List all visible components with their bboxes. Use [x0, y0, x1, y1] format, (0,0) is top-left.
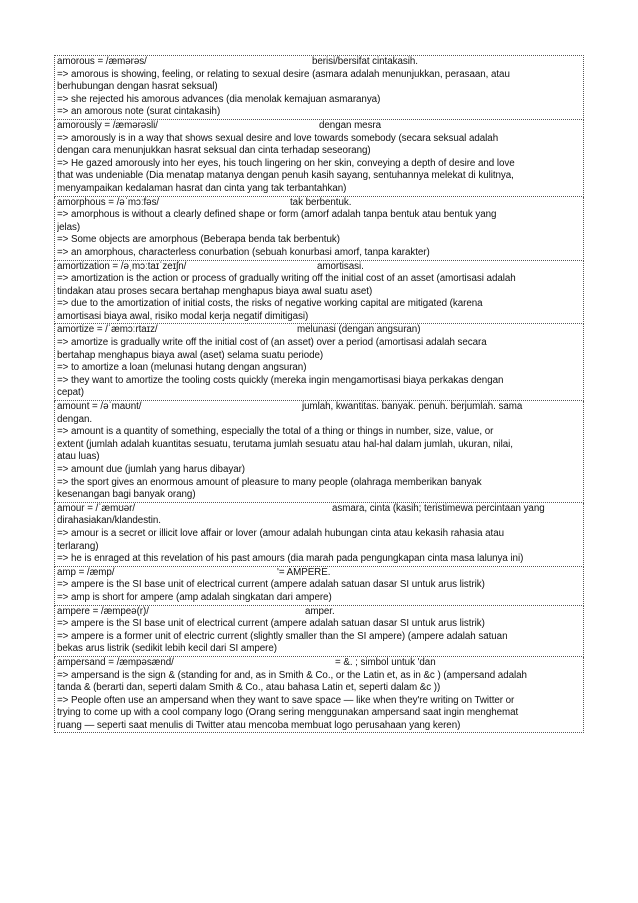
entry-translation: melunasi (dengan angsuran)	[297, 324, 421, 336]
entry-line: extent (jumlah adalah kuantitas sesuatu, terutama jumlah sesuatu atau hal-hal dalam jumlah, ukuran, nilai,	[57, 438, 513, 450]
dictionary-entry	[54, 567, 584, 606]
dictionary-entry	[54, 324, 584, 401]
entry-line: => ampere is a former unit of electric current (slightly smaller than the SI ampere) (ampere adalah satuan	[57, 630, 508, 642]
entry-line: dengan cara menunjukkan hasrat seksual dan cinta terhadap seseorang)	[57, 145, 371, 157]
entry-line: bekas arus listrik (sedikit lebih kecil dari SI ampere)	[57, 643, 277, 655]
entry-line: => People often use an ampersand when they want to save space — like when they're writing on Twitter or	[57, 694, 515, 706]
entry-translation: amper.	[305, 605, 335, 617]
entry-header	[57, 401, 581, 414]
entry-headword: ampere = /æmpeə(r)/	[57, 605, 149, 617]
dictionary-entry	[54, 503, 584, 567]
entry-line: => amp is short for ampere (amp adalah singkatan dari ampere)	[57, 591, 332, 603]
entry-line: bertahap menghapus biaya awal (aset) selama suatu periode)	[57, 349, 324, 361]
entry-line: => amortization is the action or process of gradually writing off the initial cost of an asset (amortisasi adalah	[57, 273, 516, 285]
entry-translation: '= AMPERE.	[277, 566, 331, 578]
entry-line: => she rejected his amorous advances (dia menolak kemajuan asmaranya)	[57, 93, 381, 105]
dictionary-entry	[54, 261, 584, 325]
entry-line: => ampere is the SI base unit of electrical current (ampere adalah satuan dasar SI untuk arus listrik)	[57, 579, 485, 591]
entry-headword: amour = /ˈæmʊər/	[57, 502, 135, 514]
entry-line: => an amorous note (surat cintakasih)	[57, 106, 221, 118]
entry-line: => the sport gives an enormous amount of pleasure to many people (olahraga memberikan banyak	[57, 476, 482, 488]
entry-headword: amount = /əˈmaʊnt/	[57, 401, 142, 413]
entry-line: => amount is a quantity of something, especially the total of a thing or things in number, size, value, or	[57, 426, 494, 438]
entry-line: tanda & (berarti dan, seperti dalam Smith & Co., atau bahasa Latin et, seperti dalam &c ))	[57, 682, 441, 694]
entry-header	[57, 657, 581, 670]
entry-line: => he is enraged at this revelation of his past amours (dia marah pada pengungkapan cinta masa lalunya ini)	[57, 553, 524, 565]
entry-header	[57, 197, 581, 210]
entry-headword: amorphous = /əˈmɔːfəs/	[57, 196, 160, 208]
entry-header	[57, 606, 581, 619]
entry-header	[57, 261, 581, 274]
entry-line: => amount due (jumlah yang harus dibayar)	[57, 464, 246, 475]
entry-line: => amorous is showing, feeling, or relating to sexual desire (asmara adalah menunjukkan, perasaan, atau	[57, 68, 510, 80]
entry-line: that was undeniable (Dia menatap matanya dengan penuh kasih sayang, sentuhannya melekat di kulitnya,	[57, 170, 514, 182]
dictionary-entry	[54, 606, 584, 657]
entry-line: jelas)	[57, 221, 81, 233]
dictionary-entry	[54, 55, 584, 120]
entry-line: => amortize is gradually write off the initial cost of (an asset) over a period (amortisasi adalah secara	[57, 337, 487, 349]
dictionary-entry	[54, 197, 584, 261]
entry-headword: amortization = /əˌmɔːtaɪˈzeɪʃn/	[57, 260, 187, 272]
entry-line: amortisasi biaya awal, risiko modal kerja negatif dimitigasi)	[57, 310, 309, 322]
entry-translation: berisi/bersifat cintakasih.	[312, 56, 418, 67]
entry-line: => to amortize a loan (melunasi hutang dengan angsuran)	[57, 362, 307, 374]
entry-line: => they want to amortize the tooling costs quickly (mereka ingin mengamortisasi biaya perkakas dengan	[57, 374, 504, 386]
entry-line: => an amorphous, characterless conurbation (sebuah konurbasi amorf, tanpa karakter)	[57, 246, 430, 258]
dictionary-entry	[54, 120, 584, 197]
entry-line: trying to come up with a cool company logo (Orang sering menggunakan ampersand saat ingin menghemat	[57, 707, 519, 719]
entry-line: => ampersand is the sign & (standing for and, as in Smith & Co., or the Latin et, as in &c ) (ampersand adalah	[57, 669, 527, 681]
entry-header	[57, 324, 581, 337]
entry-line: => amorously is in a way that shows sexual desire and love towards somebody (secara seksual adalah	[57, 132, 499, 144]
entry-line: tindakan atau proses secara bertahap menghapus biaya awal suatu aset)	[57, 285, 373, 297]
entry-headword: ampersand = /æmpəsænd/	[57, 656, 174, 668]
entry-line: => Some objects are amorphous (Beberapa benda tak berbentuk)	[57, 234, 340, 246]
entry-translation: asmara, cinta (kasih; teristimewa percintaan yang	[332, 502, 545, 514]
entry-line: terlarang)	[57, 540, 99, 552]
entry-header	[57, 56, 581, 69]
entry-line: cepat)	[57, 387, 84, 399]
entry-translation: = &. ; simbol untuk 'dan	[335, 656, 436, 668]
entry-header	[57, 120, 581, 133]
entry-line: atau luas)	[57, 451, 100, 463]
entry-headword: amorously = /æmərəsli/	[57, 119, 158, 131]
entry-headword: amorous = /æmərəs/	[57, 56, 147, 67]
entry-line: ruang — seperti saat menulis di Twitter atau mencoba membuat logo perusahaan yang keren)	[57, 719, 461, 731]
entry-line: menyampaikan kedalaman hasrat dan cinta yang tak terbantahkan)	[57, 182, 347, 194]
entry-line: berhubungan dengan hasrat seksual)	[57, 81, 218, 93]
entry-translation: amortisasi.	[317, 260, 364, 272]
entry-translation: dengan mesra	[319, 119, 382, 131]
entry-line: kesenangan bagi banyak orang)	[57, 489, 196, 501]
entry-header	[57, 503, 581, 516]
entry-line: => amorphous is without a clearly defined shape or form (amorf adalah tanpa bentuk atau bentuk yang	[57, 209, 497, 221]
entry-line: => He gazed amorously into her eyes, his touch lingering on her skin, conveying a depth of desire and love	[57, 157, 515, 169]
entry-line: => amour is a secret or illicit love affair or lover (amour adalah hubungan cinta atau kekasih rahasia atau	[57, 527, 505, 539]
entry-line: dirahasiakan/klandestin.	[57, 515, 161, 527]
entry-headword: amp = /æmp/	[57, 566, 115, 578]
entry-line: dengan.	[57, 413, 93, 425]
entry-translation: jumlah, kwantitas. banyak. penuh. berjumlah. sama	[302, 401, 523, 413]
dictionary-entry	[54, 401, 584, 503]
entry-header	[57, 567, 581, 580]
entry-headword: amortize = /ˈæmɔːrtaɪz/	[57, 324, 158, 336]
entry-line: => due to the amortization of initial costs, the risks of negative working capital are mitigated (karena	[57, 298, 483, 310]
entry-line: => ampere is the SI base unit of electrical current (ampere adalah satuan dasar SI untuk arus listrik)	[57, 618, 485, 630]
entry-translation: tak berbentuk.	[290, 196, 352, 208]
dictionary-document	[54, 55, 584, 733]
dictionary-entry	[54, 657, 584, 734]
